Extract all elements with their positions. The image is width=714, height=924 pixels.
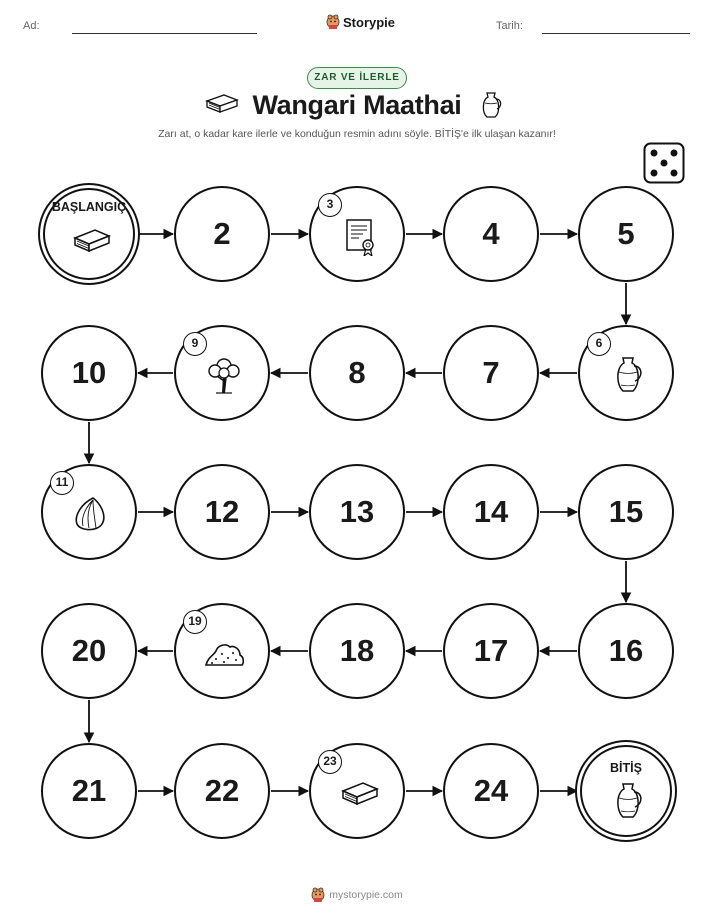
board-space-10 (41, 325, 137, 421)
activity-badge: ZAR VE İLERLE (307, 67, 407, 89)
space-number: 10 (71, 355, 107, 390)
space-number: 7 (482, 355, 500, 390)
space-number: 3 (318, 193, 342, 217)
space-number: 24 (473, 773, 509, 808)
brand-name: Storypie (343, 14, 396, 30)
board-space-8 (309, 325, 405, 421)
page-title: Wangari Maathai (252, 90, 462, 120)
space-number: 22 (204, 773, 240, 808)
space-number: 13 (339, 494, 375, 529)
space-number: 21 (71, 773, 107, 808)
space-number: 12 (204, 494, 240, 529)
start-space (43, 188, 135, 280)
seed-icon (71, 494, 111, 534)
footer-site: mystorypie.com (329, 889, 403, 901)
board-space-4 (443, 186, 539, 282)
space-number: 14 (473, 494, 509, 529)
board-space-11 (41, 464, 137, 560)
board-space-6 (578, 325, 674, 421)
storypie-mascot-icon (311, 887, 325, 903)
board-space-14 (443, 464, 539, 560)
start-label: BAŞLANGIÇ (51, 200, 127, 214)
jug-icon (608, 355, 648, 395)
board-space-22 (174, 743, 270, 839)
board-space-17 (443, 603, 539, 699)
board-space-2 (174, 186, 270, 282)
instructions: Zarı at, o kadar kare ilerle ve konduğun resmin adını söyle. BİTİŞ'e ilk ulaşan kazanır! (158, 128, 556, 140)
board-space-13 (309, 464, 405, 560)
book-icon (71, 220, 111, 260)
board-space-3 (309, 186, 405, 282)
space-number: 9 (183, 332, 207, 356)
board-space-12 (174, 464, 270, 560)
board-space-7 (443, 325, 539, 421)
finish-space (580, 745, 672, 837)
space-number: 23 (318, 750, 342, 774)
finish-label: BİTİŞ (610, 761, 642, 775)
space-number: 17 (473, 633, 509, 668)
board-space-21 (41, 743, 137, 839)
space-number: 2 (213, 216, 231, 251)
space-number: 8 (348, 355, 366, 390)
date-label: Tarih: (496, 20, 523, 32)
certificate-icon (339, 216, 379, 256)
board-space-15 (578, 464, 674, 560)
space-number: 15 (608, 494, 644, 529)
board-space-20 (41, 603, 137, 699)
jug-icon (608, 781, 648, 821)
space-number: 5 (617, 216, 635, 251)
book-icon (339, 773, 379, 813)
space-number: 6 (587, 332, 611, 356)
tree-icon (204, 355, 244, 395)
space-number: 16 (608, 633, 644, 668)
space-number: 11 (50, 471, 74, 495)
space-number: 4 (482, 216, 500, 251)
board-space-16 (578, 603, 674, 699)
space-number: 18 (339, 633, 375, 668)
soil-pile-icon (204, 633, 244, 673)
name-label: Ad: (23, 20, 40, 32)
board-space-18 (309, 603, 405, 699)
board-space-23 (309, 743, 405, 839)
board-space-5 (578, 186, 674, 282)
board-space-19 (174, 603, 270, 699)
footer (0, 887, 714, 903)
space-number: 20 (71, 633, 107, 668)
board-space-9 (174, 325, 270, 421)
space-number: 19 (183, 610, 207, 634)
board-space-24 (443, 743, 539, 839)
